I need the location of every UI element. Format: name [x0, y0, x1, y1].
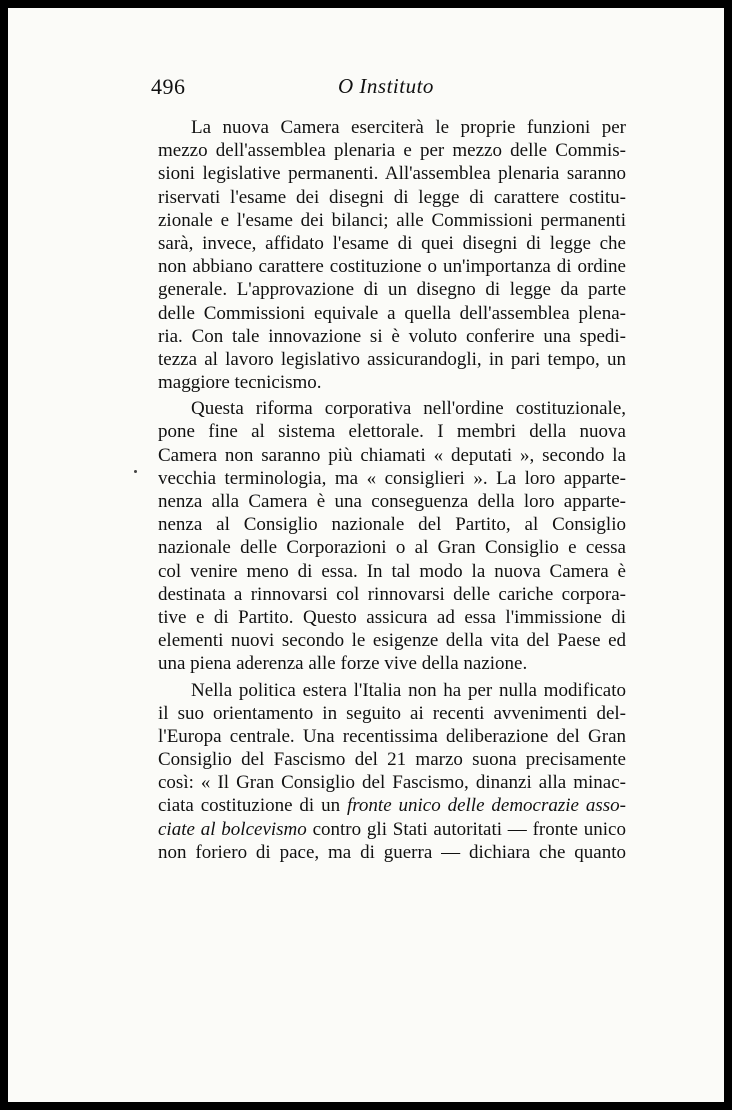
text-line: La nuova Camera eserciterà le proprie funzioni per: [191, 117, 626, 138]
text-run: contro gli Stati autoritati — fronte unico: [306, 818, 626, 840]
text-line-mixed: [158, 794, 626, 817]
text-line: elementi nuovi secondo le esigenze della vita del Paese ed: [158, 630, 626, 652]
italic-phrase: ciate al bolcevismo: [158, 818, 307, 840]
italic-phrase: fronte unico delle democrazie asso-: [346, 795, 626, 817]
text-line: maggiore tecnicismo.: [158, 372, 322, 394]
text-line: pone fine al sistema elettorale. I membri della nuova: [158, 421, 626, 443]
text-line: ria. Con tale innovazione si è voluto conferire una spedi-: [158, 325, 626, 347]
body-text: [158, 116, 626, 867]
page-number: 496: [151, 74, 186, 99]
text-line: mezzo dell'assemblea plenaria e per mezzo delle Commis-: [158, 140, 626, 162]
text-line: generale. L'approvazione di un disegno di legge da parte: [158, 279, 626, 301]
text-line: non foriero di pace, ma di guerra — dichiara che quanto: [158, 841, 626, 863]
text-line: sarà, invece, affidato l'esame di quei disegni di legge che: [158, 232, 626, 254]
text-line: Questa riforma corporativa nell'ordine costituzionale,: [191, 398, 626, 420]
text-line: nenza alla Camera è una conseguenza della loro apparte-: [158, 491, 626, 512]
text-line: destinata a rinnovarsi col rinnovarsi delle cariche corpora-: [158, 583, 626, 605]
text-line: così: « Il Gran Consiglio del Fascismo, dinanzi alla minac-: [158, 772, 626, 794]
text-line: delle Commissioni equivale a quella dell'assemblea plena-: [158, 302, 626, 324]
paragraph-1: [158, 116, 626, 394]
text-line: Camera non saranno più chiamati « deputati », secondo la: [158, 444, 626, 466]
text-line: nazionale delle Corporazioni o al Gran Consiglio e cessa: [158, 537, 626, 559]
text-line: il suo orientamento in seguito ai recenti avvenimenti del-: [158, 702, 626, 724]
text-line: Consiglio del Fascismo del 21 marzo suona precisamente: [158, 749, 626, 771]
text-run: ciata costituzione di un: [158, 795, 347, 817]
text-line: vecchia terminologia, ma « consiglieri ». La loro apparte-: [158, 467, 626, 489]
text-line: Nella politica estera l'Italia non ha per nulla modificato: [191, 679, 626, 701]
margin-speck: [134, 470, 137, 473]
text-line: sioni legislative permanenti. All'assemblea plenaria saranno: [158, 163, 626, 185]
text-line: nenza al Consiglio nazionale del Partito, al Consiglio: [158, 514, 626, 536]
running-title: O Instituto: [338, 74, 434, 98]
page-header: [8, 74, 724, 114]
text-line: non abbiano carattere costituzione o un'importanza di ordine: [158, 256, 626, 278]
text-line: tive e di Partito. Questo assicura ad essa l'immissione di: [158, 606, 626, 628]
text-line: l'Europa centrale. Una recentissima deliberazione del Gran: [158, 725, 626, 747]
paragraph-2: [158, 397, 626, 675]
text-line: col venire meno di essa. In tal modo la nuova Camera è: [158, 560, 626, 582]
text-line: tezza al lavoro legislativo assicurandogli, in pari tempo, un: [158, 348, 626, 370]
text-line-mixed: [158, 818, 626, 841]
document-page: [8, 8, 724, 1102]
text-line: zionale e l'esame dei bilanci; alle Commissioni permanenti: [158, 209, 626, 231]
paragraph-3: [158, 679, 626, 865]
text-line: riservati l'esame dei disegni di legge di carattere costitu-: [158, 186, 626, 208]
text-line: una piena aderenza alle forze vive della nazione.: [158, 653, 528, 675]
